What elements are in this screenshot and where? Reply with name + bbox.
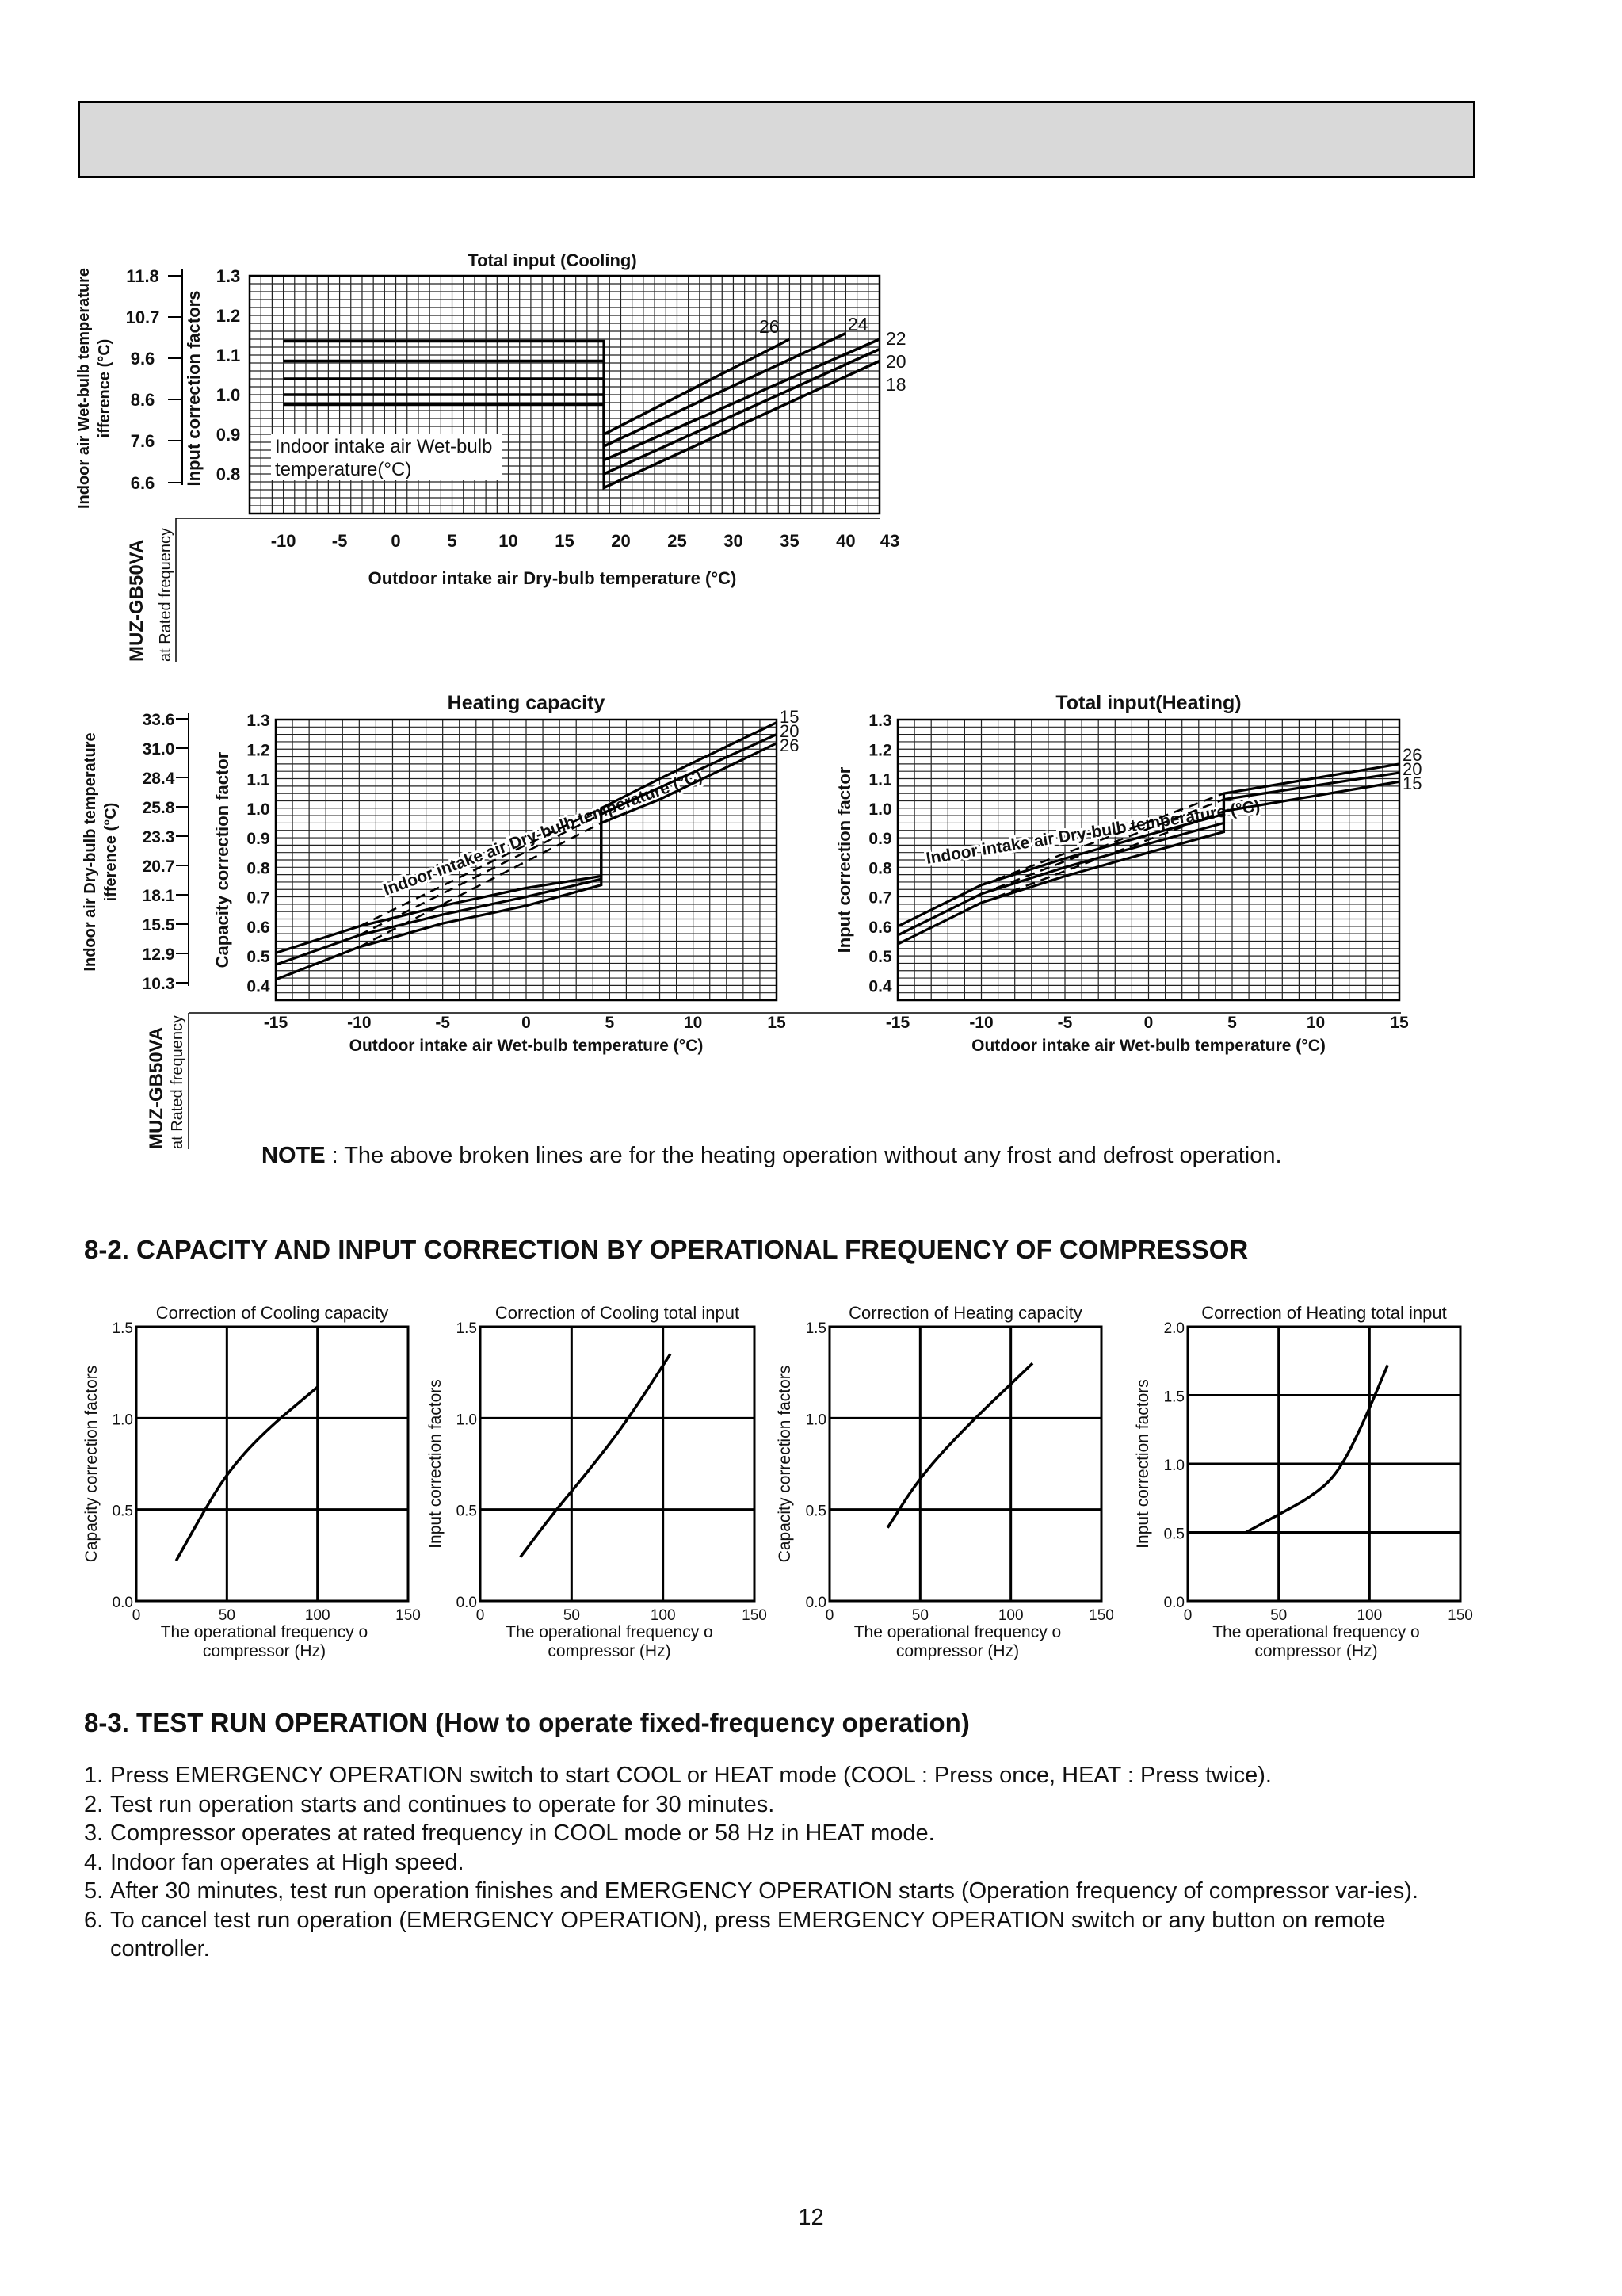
step-item [84, 1848, 1479, 1878]
x-axis-title: The operational frequency o [853, 1623, 1062, 1641]
side-tick-label: 15.5 [142, 916, 175, 934]
x-tick-label: 50 [218, 1607, 235, 1624]
y-tick-label: 0.4 [868, 977, 892, 996]
chart-title: Correction of Heating total input [1201, 1303, 1447, 1323]
y-tick-label: 0.0 [1163, 1595, 1185, 1611]
y-axis-title: Capacity correction factors [82, 1365, 101, 1563]
step-item [84, 1819, 1479, 1848]
y-axis-title: Capacity correction factor [212, 751, 232, 968]
chart-title: Heating capacity [447, 692, 605, 714]
x-tick-label: 100 [304, 1607, 330, 1624]
x-tick-label: 25 [667, 531, 687, 551]
x-tick-label: -10 [969, 1014, 994, 1032]
side-tick-label: 9.6 [130, 349, 155, 369]
x-tick-label: 50 [1270, 1607, 1288, 1624]
y-tick-label: 0.9 [246, 830, 270, 849]
x-axis-title: compressor (Hz) [548, 1642, 671, 1660]
x-tick-label: 150 [395, 1607, 421, 1624]
step-number: 6. [84, 1907, 104, 1933]
y-tick-label: 0.0 [805, 1595, 826, 1611]
y-tick-label: 0.0 [456, 1595, 477, 1611]
y-tick-label: 1.1 [868, 770, 892, 789]
y-axis-title: Input correction factors [184, 290, 204, 487]
side-tick-label: 12.9 [142, 946, 175, 964]
side-tick-label: 10.3 [142, 975, 175, 993]
series-label: 26 [1403, 745, 1422, 765]
curve-label: Indoor intake air Dry-bulb temperature (°C) [380, 766, 705, 900]
series-label: 20 [886, 351, 906, 372]
x-tick-label: 0 [475, 1607, 485, 1624]
model-label: MUZ-GB50VA [126, 539, 147, 662]
step-text: Test run operation starts and continues to operate for 30 minutes. [110, 1791, 775, 1817]
x-tick-label: 30 [723, 531, 743, 551]
y-axis-title: Input correction factors [1134, 1379, 1152, 1549]
y-tick-label: 1.5 [112, 1320, 133, 1337]
y-tick-label: 0.8 [246, 859, 270, 878]
plot-frame [480, 1327, 754, 1601]
series-label: 18 [886, 374, 906, 395]
y-tick-label: 0.9 [868, 830, 892, 849]
model-sublabel: at Rated frequency [157, 528, 174, 662]
y-tick-label: 1.5 [805, 1320, 826, 1337]
y-tick-label: 1.0 [112, 1412, 133, 1429]
note-text: : The above broken lines are for the heating operation without any frost and defrost operation. [325, 1143, 1282, 1168]
x-tick-label: 0 [391, 531, 401, 551]
x-tick-label: -15 [263, 1014, 288, 1032]
y-tick-label: 1.3 [868, 712, 892, 730]
side-tick-label: 31.0 [142, 740, 175, 758]
side-tick-label: 6.6 [130, 473, 155, 493]
y-tick-label: 1.1 [216, 346, 241, 365]
page-number: 12 [798, 2205, 824, 2230]
step-text: Press EMERGENCY OPERATION switch to start COOL or HEAT mode (COOL : Press once, HEAT : Press twice). [110, 1763, 1272, 1788]
y-tick-label: 0.5 [805, 1503, 826, 1520]
chart-title: Correction of Heating capacity [849, 1303, 1082, 1323]
series-line [1246, 1365, 1387, 1532]
y-tick-label: 1.1 [246, 770, 270, 789]
side-axis-title: ifference (°C) [96, 338, 113, 438]
chart-title: Total input(Heating) [1055, 692, 1242, 714]
x-tick-label: 150 [1448, 1607, 1473, 1624]
test-run-steps [84, 1761, 1479, 1964]
x-tick-label: 10 [1306, 1014, 1326, 1032]
series-label: 26 [759, 316, 780, 337]
x-tick-label: 5 [605, 1014, 615, 1032]
x-tick-label: 0 [825, 1607, 834, 1624]
x-tick-label: 150 [742, 1607, 767, 1624]
x-tick-label: 35 [780, 531, 800, 551]
side-tick-label: 8.6 [130, 390, 155, 410]
model-sublabel: at Rated frequency [169, 1015, 186, 1149]
note-label: NOTE [261, 1143, 326, 1168]
x-tick-label: 50 [911, 1607, 929, 1624]
series-label: 24 [848, 314, 868, 334]
step-text: After 30 minutes, test run operation finishes and EMERGENCY OPERATION starts (Operation frequency of compressor var-ies). [110, 1878, 1418, 1904]
y-tick-label: 0.6 [868, 918, 892, 937]
y-tick-label: 0.8 [868, 859, 892, 878]
broken-lines-note [261, 1143, 1282, 1169]
x-tick-label: 150 [1089, 1607, 1114, 1624]
curve-label: Indoor intake air Dry-bulb temperature (°C) [925, 797, 1261, 868]
series-label: 20 [780, 721, 800, 741]
y-tick-label: 1.0 [805, 1412, 826, 1429]
step-number: 5. [84, 1878, 104, 1904]
x-tick-label: 0 [521, 1014, 531, 1032]
step-item [84, 1906, 1479, 1964]
curve-label: temperature(°C) [275, 459, 412, 480]
series-line [176, 1387, 317, 1561]
step-number: 2. [84, 1791, 104, 1817]
x-axis-title: compressor (Hz) [1254, 1642, 1378, 1660]
x-tick-label: -5 [331, 531, 348, 551]
y-tick-label: 0.7 [246, 888, 270, 907]
step-text: Indoor fan operates at High speed. [110, 1849, 464, 1875]
side-tick-label: 25.8 [142, 799, 175, 817]
x-tick-label: 100 [998, 1607, 1024, 1624]
y-tick-label: 1.0 [868, 800, 892, 819]
curve-label: Indoor intake air Wet-bulb [275, 436, 493, 457]
series-line [521, 1354, 670, 1557]
x-axis-title: Outdoor intake air Wet-bulb temperature (°C) [971, 1037, 1326, 1055]
y-tick-label: 0.5 [112, 1503, 133, 1520]
side-tick-label: 10.7 [125, 308, 160, 327]
series-label: 15 [780, 707, 800, 727]
x-axis-title: The operational frequency o [160, 1623, 368, 1641]
x-tick-label: 15 [555, 531, 574, 551]
x-tick-label: 20 [611, 531, 631, 551]
y-tick-label: 0.4 [246, 977, 270, 996]
x-tick-label: 0 [1143, 1014, 1154, 1032]
x-tick-label: 10 [498, 531, 518, 551]
y-tick-label: 0.0 [112, 1595, 133, 1611]
side-tick-label: 23.3 [142, 828, 175, 846]
y-tick-label: 1.0 [1163, 1457, 1185, 1474]
series-label: 26 [780, 735, 800, 755]
y-tick-label: 1.3 [246, 712, 270, 730]
x-tick-label: 50 [563, 1607, 580, 1624]
x-tick-label: -10 [347, 1014, 372, 1032]
x-axis-title: compressor (Hz) [895, 1642, 1020, 1660]
x-tick-label: 0 [1183, 1607, 1193, 1624]
y-tick-label: 1.5 [1163, 1389, 1185, 1406]
side-tick-label: 11.8 [126, 266, 159, 286]
side-axis-title: Indoor air Dry-bulb temperature [82, 732, 99, 972]
chart-title: Correction of Cooling capacity [155, 1303, 389, 1323]
side-tick-label: 20.7 [142, 858, 175, 876]
x-tick-label: -5 [435, 1014, 451, 1032]
x-tick-label: 43 [880, 531, 900, 551]
series-label: 15 [1403, 774, 1422, 793]
y-axis-title: Input correction factors [426, 1379, 445, 1549]
x-tick-label: 100 [650, 1607, 676, 1624]
y-tick-label: 1.3 [216, 266, 241, 286]
x-tick-label: -10 [270, 531, 296, 551]
section-8-2-title: 8-2. CAPACITY AND INPUT CORRECTION BY OPERATIONAL FREQUENCY OF COMPRESSOR [84, 1235, 1249, 1264]
x-axis-title: Outdoor intake air Wet-bulb temperature (°C) [349, 1037, 704, 1055]
y-tick-label: 0.5 [246, 948, 270, 967]
x-tick-label: 15 [1390, 1014, 1409, 1032]
series-label: 22 [886, 328, 906, 349]
side-tick-label: 18.1 [142, 887, 175, 905]
step-number: 1. [84, 1763, 104, 1788]
y-tick-label: 1.0 [456, 1412, 477, 1429]
series-label: 20 [1403, 759, 1422, 779]
y-tick-label: 0.7 [868, 888, 892, 907]
y-tick-label: 1.2 [216, 306, 241, 326]
y-tick-label: 0.9 [216, 425, 241, 445]
y-tick-label: 0.5 [456, 1503, 477, 1520]
y-tick-label: 2.0 [1163, 1320, 1185, 1337]
x-axis-title: Outdoor intake air Dry-bulb temperature (°C) [368, 568, 737, 588]
y-axis-title: Input correction factor [834, 766, 854, 953]
step-text: Compressor operates at rated frequency in COOL mode or 58 Hz in HEAT mode. [110, 1820, 935, 1846]
y-tick-label: 1.2 [246, 741, 270, 760]
step-number: 3. [84, 1820, 104, 1846]
side-axis-title: Indoor air Wet-bulb temperature [75, 267, 93, 510]
x-tick-label: 100 [1357, 1607, 1383, 1624]
x-tick-label: 0 [132, 1607, 141, 1624]
side-tick-label: 28.4 [142, 770, 175, 788]
step-text: To cancel test run operation (EMERGENCY OPERATION), press EMERGENCY OPERATION switch or any button on remote controller. [110, 1907, 1386, 1962]
step-number: 4. [84, 1849, 104, 1875]
x-tick-label: 10 [683, 1014, 703, 1032]
side-axis-title: ifference (°C) [102, 802, 120, 902]
x-tick-label: 5 [447, 531, 457, 551]
x-tick-label: -15 [885, 1014, 910, 1032]
y-tick-label: 1.5 [456, 1320, 477, 1337]
chart-title: Correction of Cooling total input [494, 1303, 740, 1323]
x-axis-title: compressor (Hz) [202, 1642, 326, 1660]
model-label: MUZ-GB50VA [146, 1026, 167, 1149]
x-tick-label: -5 [1057, 1014, 1073, 1032]
y-tick-label: 0.8 [216, 464, 241, 484]
plot-frame [830, 1327, 1101, 1601]
step-item [84, 1877, 1479, 1906]
side-tick-label: 7.6 [130, 431, 155, 451]
x-axis-title: The operational frequency o [506, 1623, 713, 1641]
chart-title: Total input (Cooling) [468, 250, 637, 270]
y-tick-label: 0.5 [868, 948, 892, 967]
y-tick-label: 1.0 [216, 385, 241, 405]
side-tick-label: 33.6 [142, 711, 175, 729]
step-item [84, 1790, 1479, 1820]
y-tick-label: 1.2 [868, 741, 892, 760]
x-tick-label: 40 [836, 531, 856, 551]
x-axis-title: The operational frequency o [1212, 1623, 1420, 1641]
step-item [84, 1761, 1479, 1790]
x-tick-label: 5 [1227, 1014, 1237, 1032]
y-tick-label: 1.0 [246, 800, 270, 819]
x-tick-label: 15 [767, 1014, 786, 1032]
y-tick-label: 0.5 [1163, 1526, 1185, 1543]
y-tick-label: 0.6 [246, 918, 270, 937]
y-axis-title: Capacity correction factors [776, 1365, 794, 1563]
section-8-3-title: 8-3. TEST RUN OPERATION (How to operate fixed-frequency operation) [84, 1708, 970, 1737]
